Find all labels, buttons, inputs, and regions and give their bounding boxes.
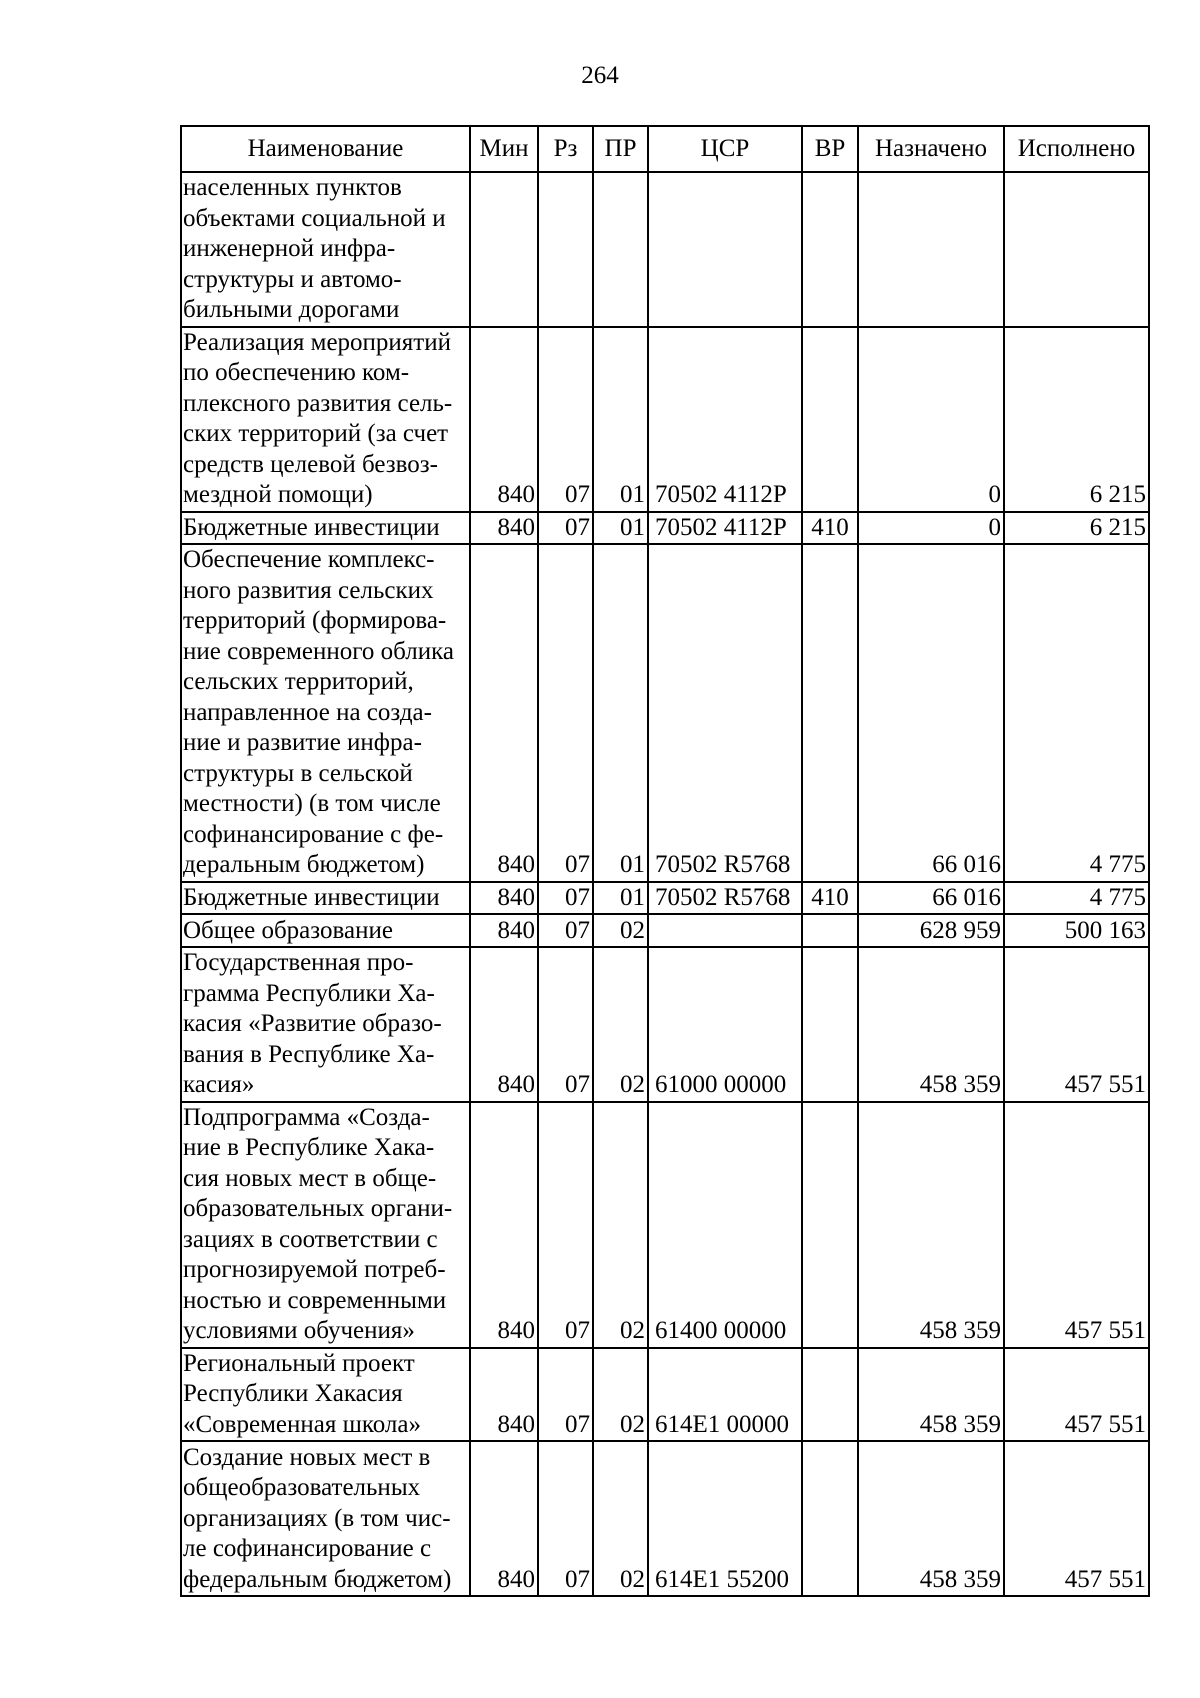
cell-vr xyxy=(802,914,858,947)
table-row xyxy=(181,947,1149,1102)
table-row xyxy=(181,1348,1149,1442)
cell-assigned xyxy=(858,172,1004,327)
cell-name: Подпрограмма «Созда-ние в Республике Хака-сия новых мест в обще-образовательных органи-зациях в соответствии с прогнозируемой потреб-ностью и современными условиями обучения» xyxy=(181,1102,470,1348)
cell-vr xyxy=(802,947,858,1102)
cell-csr: 61400 00000 xyxy=(648,1102,802,1348)
cell-assigned: 66 016 xyxy=(858,882,1004,915)
table-header xyxy=(181,126,1149,172)
cell-name: Создание новых мест в общеобразовательных организациях (в том чис-ле софинансирование с федеральным бюджетом) xyxy=(181,1441,470,1596)
cell-vr xyxy=(802,327,858,512)
cell-min: 840 xyxy=(470,947,538,1102)
cell-pr: 01 xyxy=(593,327,648,512)
cell-rz: 07 xyxy=(538,882,593,915)
cell-vr: 410 xyxy=(802,512,858,545)
header-executed: Исполнено xyxy=(1004,126,1149,172)
cell-vr xyxy=(802,1348,858,1442)
cell-executed: 457 551 xyxy=(1004,1102,1149,1348)
cell-min: 840 xyxy=(470,1441,538,1596)
table-row xyxy=(181,327,1149,512)
table-row xyxy=(181,1102,1149,1348)
table-row xyxy=(181,1441,1149,1596)
cell-min: 840 xyxy=(470,882,538,915)
table-row xyxy=(181,512,1149,545)
header-rz: Рз xyxy=(538,126,593,172)
cell-executed: 4 775 xyxy=(1004,882,1149,915)
cell-rz: 07 xyxy=(538,1102,593,1348)
cell-vr xyxy=(802,544,858,882)
cell-csr: 614E1 55200 xyxy=(648,1441,802,1596)
cell-name: Обеспечение комплекс-ного развития сельских территорий (формирова-ние современного облика сельских территорий, направленное на созда-ние и развитие инфра-структуры в сельской местности) (в том числе софинансирование с фе-деральным бюджетом) xyxy=(181,544,470,882)
cell-rz: 07 xyxy=(538,1348,593,1442)
cell-assigned: 458 359 xyxy=(858,1441,1004,1596)
cell-executed: 457 551 xyxy=(1004,947,1149,1102)
cell-pr: 01 xyxy=(593,882,648,915)
cell-pr: 02 xyxy=(593,947,648,1102)
table-row xyxy=(181,172,1149,327)
cell-name: Бюджетные инвестиции xyxy=(181,882,470,915)
cell-name: Бюджетные инвестиции xyxy=(181,512,470,545)
cell-assigned: 458 359 xyxy=(858,1348,1004,1442)
cell-csr: 614E1 00000 xyxy=(648,1348,802,1442)
cell-vr: 410 xyxy=(802,882,858,915)
cell-rz: 07 xyxy=(538,512,593,545)
cell-executed: 4 775 xyxy=(1004,544,1149,882)
cell-name: населенных пунктов объектами социальной и инженерной инфра-структуры и автомо-бильными дорогами xyxy=(181,172,470,327)
cell-assigned: 66 016 xyxy=(858,544,1004,882)
cell-pr: 02 xyxy=(593,914,648,947)
cell-executed: 6 215 xyxy=(1004,512,1149,545)
cell-csr: 70502 R5768 xyxy=(648,544,802,882)
cell-csr: 61000 00000 xyxy=(648,947,802,1102)
table-row xyxy=(181,914,1149,947)
cell-executed: 457 551 xyxy=(1004,1348,1149,1442)
cell-name: Региональный проект Республики Хакасия «Современная школа» xyxy=(181,1348,470,1442)
cell-csr: 70502 R5768 xyxy=(648,882,802,915)
page-number: 264 xyxy=(581,62,619,89)
cell-pr xyxy=(593,172,648,327)
cell-pr: 02 xyxy=(593,1348,648,1442)
header-name: Наименование xyxy=(181,126,470,172)
header-assigned: Назначено xyxy=(858,126,1004,172)
cell-min xyxy=(470,172,538,327)
cell-csr xyxy=(648,914,802,947)
cell-rz: 07 xyxy=(538,947,593,1102)
cell-assigned: 0 xyxy=(858,512,1004,545)
header-vr: ВР xyxy=(802,126,858,172)
cell-vr xyxy=(802,1102,858,1348)
cell-pr: 02 xyxy=(593,1102,648,1348)
cell-assigned: 0 xyxy=(858,327,1004,512)
cell-assigned: 458 359 xyxy=(858,947,1004,1102)
header-csr: ЦСР xyxy=(648,126,802,172)
cell-csr xyxy=(648,172,802,327)
table-row xyxy=(181,882,1149,915)
header-pr: ПР xyxy=(593,126,648,172)
cell-min: 840 xyxy=(470,327,538,512)
cell-pr: 01 xyxy=(593,544,648,882)
cell-assigned: 458 359 xyxy=(858,1102,1004,1348)
cell-executed xyxy=(1004,172,1149,327)
cell-rz: 07 xyxy=(538,1441,593,1596)
cell-vr xyxy=(802,1441,858,1596)
cell-rz: 07 xyxy=(538,544,593,882)
cell-min: 840 xyxy=(470,1348,538,1442)
cell-min: 840 xyxy=(470,544,538,882)
cell-rz xyxy=(538,172,593,327)
cell-rz: 07 xyxy=(538,327,593,512)
cell-min: 840 xyxy=(470,914,538,947)
cell-vr xyxy=(802,172,858,327)
cell-csr: 70502 4112P xyxy=(648,512,802,545)
cell-executed: 457 551 xyxy=(1004,1441,1149,1596)
cell-executed: 6 215 xyxy=(1004,327,1149,512)
header-min: Мин xyxy=(470,126,538,172)
budget-table xyxy=(180,125,1150,1597)
cell-assigned: 628 959 xyxy=(858,914,1004,947)
cell-rz: 07 xyxy=(538,914,593,947)
cell-csr: 70502 4112P xyxy=(648,327,802,512)
cell-pr: 02 xyxy=(593,1441,648,1596)
cell-pr: 01 xyxy=(593,512,648,545)
cell-name: Государственная про-грамма Республики Ха-касия «Развитие образо-вания в Республике Ха-касия» xyxy=(181,947,470,1102)
cell-min: 840 xyxy=(470,512,538,545)
table-row xyxy=(181,544,1149,882)
cell-min: 840 xyxy=(470,1102,538,1348)
cell-name: Общее образование xyxy=(181,914,470,947)
cell-executed: 500 163 xyxy=(1004,914,1149,947)
cell-name: Реализация мероприятий по обеспечению ком-плексного развития сель-ских территорий (за счет средств целевой безвоз-мездной помощи) xyxy=(181,327,470,512)
